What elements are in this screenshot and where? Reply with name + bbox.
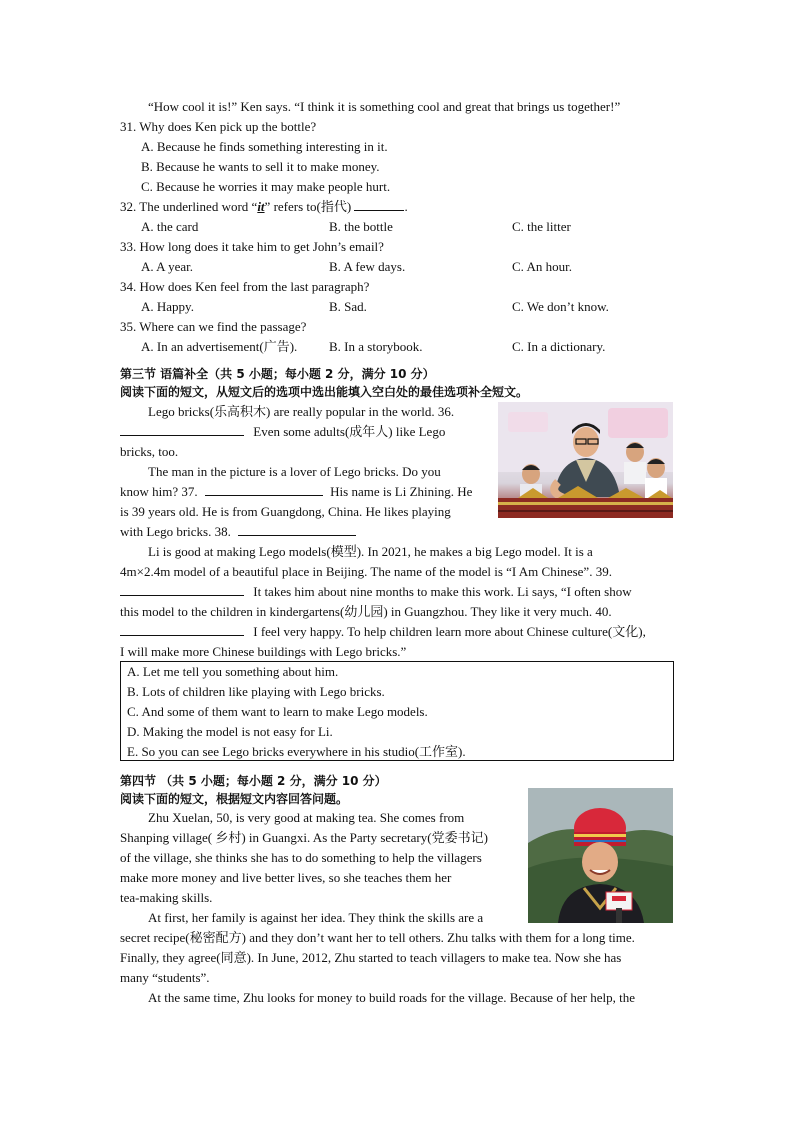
question-34: 34. How does Ken feel from the last paragraph? <box>120 279 370 294</box>
s3-line-10: 4m×2.4m model of a beautiful place in Beijing. The name of the model is “I Am Chinese”. 39. <box>120 564 612 579</box>
s4-line-5: tea-making skills. <box>120 890 213 905</box>
section4-title: 第四节 （共 5 小题；每小题 2 分，满分 10 分） <box>120 774 387 788</box>
woman-photo <box>528 788 673 923</box>
q35-option-a[interactable]: A. In an advertisement(广告). <box>141 339 298 354</box>
s4-line-3: of the village, she thinks she has to do something to help the villagers <box>120 850 482 865</box>
q31-option-b[interactable]: B. Because he wants to sell it to make money. <box>141 159 380 174</box>
answer-blank-36[interactable] <box>120 422 244 436</box>
blank-36-line <box>120 422 445 442</box>
q32-option-b[interactable]: B. the bottle <box>329 219 393 234</box>
s3-line-14: I will make more Chinese buildings with Lego bricks.” <box>120 644 407 659</box>
q32-stem-start: 32. The underlined word “ <box>120 199 258 214</box>
s3-line-2: Even some adults(成年人) like Lego <box>253 424 446 439</box>
blank-40-line <box>120 622 646 642</box>
s4-line-1: Zhu Xuelan, 50, is very good at making tea. She comes from <box>148 810 465 825</box>
s4-line-4: make more money and live better lives, so she teaches them her <box>120 870 452 885</box>
s4-line-8: Finally, they agree(同意). In June, 2012, Zhu started to teach villagers to make tea. Now she has <box>120 950 622 965</box>
q35-option-c[interactable]: C. In a dictionary. <box>512 339 606 354</box>
s3-option-b[interactable]: B. Lots of children like playing with Lego bricks. <box>127 684 385 699</box>
s3-option-e[interactable]: E. So you can see Lego bricks everywhere in his studio(工作室). <box>127 744 466 759</box>
blank-38-line <box>120 522 356 542</box>
s3-line-11: It takes him about nine months to make this work. Li says, “I often show <box>253 584 632 599</box>
q33-option-c[interactable]: C. An hour. <box>512 259 572 274</box>
s3-option-a[interactable]: A. Let me tell you something about him. <box>127 664 339 679</box>
answer-blank-39[interactable] <box>120 582 244 596</box>
s3-option-d[interactable]: D. Making the model is not easy for Li. <box>127 724 333 739</box>
section3-instruction: 阅读下面的短文，从短文后的选项中选出能填入空白处的最佳选项补全短文。 <box>120 385 529 399</box>
s3-line-9: Li is good at making Lego models(模型). In 2021, he makes a big Lego model. It is a <box>148 544 593 559</box>
woman-photo-illustration <box>528 788 673 923</box>
s3-line-3: bricks, too. <box>120 444 179 459</box>
q31-option-c[interactable]: C. Because he worries it may make people hurt. <box>141 179 391 194</box>
lego-photo-illustration <box>498 402 673 518</box>
s4-line-6: At first, her family is against her idea. They think the skills are a <box>148 910 484 925</box>
s3-line-6: His name is Li Zhining. He <box>330 484 473 499</box>
q34-option-a[interactable]: A. Happy. <box>141 299 194 314</box>
s3-line-13: I feel very happy. To help children learn more about Chinese culture(文化), <box>253 624 646 639</box>
section3-title: 第三节 语篇补全（共 5 小题；每小题 2 分，满分 10 分） <box>120 367 435 381</box>
q33-option-b[interactable]: B. A few days. <box>329 259 406 274</box>
s3-line-1: Lego bricks(乐高积木) are really popular in the world. 36. <box>148 404 455 419</box>
answer-blank-38[interactable] <box>238 522 356 536</box>
s4-line-7: secret recipe(秘密配方) and they don’t want her to tell others. Zhu talks with them for a long time. <box>120 930 635 945</box>
s3-line-5: know him? 37. <box>120 484 198 499</box>
s3-line-8: with Lego bricks. 38. <box>120 524 231 539</box>
answer-blank-37[interactable] <box>205 482 323 496</box>
blank-39-line <box>120 582 632 602</box>
s3-line-7: is 39 years old. He is from Guangdong, China. He likes playing <box>120 504 451 519</box>
question-31: 31. Why does Ken pick up the bottle? <box>120 119 317 134</box>
s3-line-12: this model to the children in kindergartens(幼儿园) in Guangzhou. They like it very much. 40. <box>120 604 612 619</box>
q32-option-a[interactable]: A. the card <box>141 219 199 234</box>
s4-line-2: Shanping village( 乡村) in Guangxi. As the Party secretary(党委书记) <box>120 830 488 845</box>
q32-option-c[interactable]: C. the litter <box>512 219 571 234</box>
q34-option-c[interactable]: C. We don’t know. <box>512 299 609 314</box>
s4-line-10: At the same time, Zhu looks for money to build roads for the village. Because of her help, the <box>148 990 636 1005</box>
question-32: 32. The underlined word “it” refers to(指代) . <box>120 199 408 214</box>
options-box <box>120 661 674 761</box>
s3-option-c[interactable]: C. And some of them want to learn to make Lego models. <box>127 704 428 719</box>
q35-option-b[interactable]: B. In a storybook. <box>329 339 423 354</box>
blank-37-line <box>120 482 472 502</box>
q33-option-a[interactable]: A. A year. <box>141 259 193 274</box>
passage-quote: “How cool it is!” Ken says. “I think it is something cool and great that brings us together!” <box>148 99 621 114</box>
s3-line-4: The man in the picture is a lover of Lego bricks. Do you <box>148 464 441 479</box>
question-35: 35. Where can we find the passage? <box>120 319 307 334</box>
question-33: 33. How long does it take him to get John’s email? <box>120 239 384 254</box>
s4-line-9: many “students”. <box>120 970 210 985</box>
q32-stem-end: ” refers to(指代) <box>264 199 355 214</box>
section4-instruction: 阅读下面的短文，根据短文内容回答问题。 <box>120 792 349 806</box>
q34-option-b[interactable]: B. Sad. <box>329 299 367 314</box>
q32-underlined-word: it <box>257 199 265 214</box>
lego-photo <box>498 402 673 518</box>
answer-blank[interactable] <box>354 197 404 211</box>
answer-blank-40[interactable] <box>120 622 244 636</box>
q31-option-a[interactable]: A. Because he finds something interesting in it. <box>141 139 388 154</box>
